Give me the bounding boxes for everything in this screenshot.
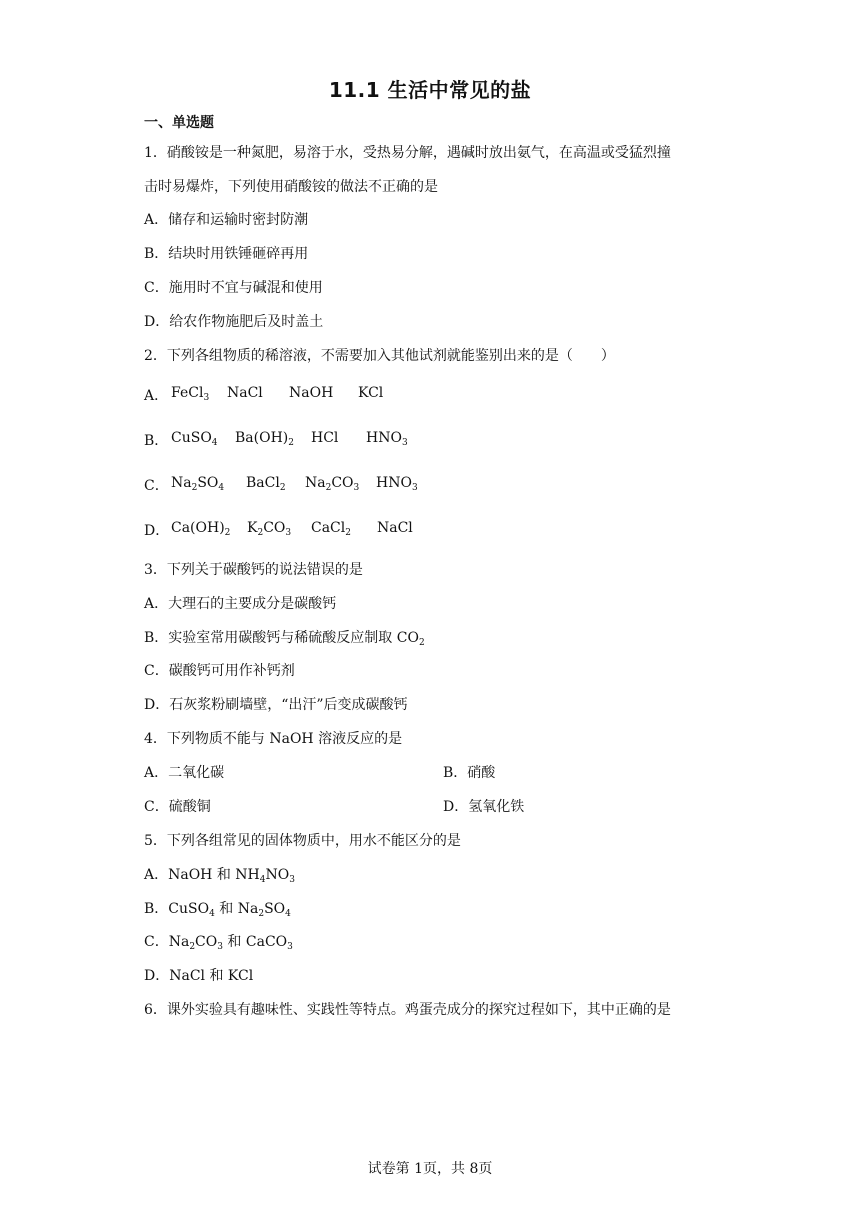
q2-b-chemical: $HNO_3$	[366, 430, 408, 448]
q2-option-c-label: C．	[144, 478, 169, 494]
q2-b-chemical: HCl	[311, 430, 339, 446]
q5-option-a: A．NaOH 和 $NH_4NO_3$	[144, 867, 295, 885]
q2-option-a-label: A．	[144, 388, 169, 404]
q4-stem: 4．下列物质不能与 NaOH 溶液反应的是	[144, 731, 403, 747]
q2-c-chemical: $Na_2CO_3$	[305, 475, 360, 493]
q2-option-b-label: B．	[144, 433, 169, 449]
q2-a-chemical: NaOH	[289, 385, 334, 401]
q2-b-chemical: $Ba(OH)_2$	[235, 430, 294, 448]
q5-option-b: B．CuSO$_4$ 和 $Na_2SO_4$	[144, 901, 291, 919]
q4-option-a: A．二氧化碳	[144, 765, 225, 781]
q2-c-chemical: $HNO_3$	[376, 475, 418, 493]
q2-c-chemical: BaCl$_2$	[246, 475, 286, 493]
q2-a-chemical: NaCl	[227, 385, 263, 401]
q3-stem: 3．下列关于碳酸钙的说法错误的是	[144, 562, 363, 578]
q3-option-d: D．石灰浆粉刷墙壁，“出汗”后变成碳酸钙	[144, 697, 408, 713]
q5-option-c: C．$Na_2CO_3$ 和 CaCO$_3$	[144, 934, 293, 952]
section-heading: 一、单选题	[144, 115, 214, 131]
q1-stem-line1: 1．硝酸铵是一种氮肥，易溶于水，受热易分解，遇碱时放出氨气，在高温或受猛烈撞	[144, 145, 671, 161]
q2-d-chemical: $K_2CO_3$	[247, 520, 292, 538]
page-title: 11.1 生活中常见的盐	[328, 78, 532, 102]
q2-d-chemical: $Ca(OH)_2$	[171, 520, 231, 538]
q2-stem: 2．下列各组物质的稀溶液，不需要加入其他试剂就能鉴别出来的是（ ）	[144, 348, 615, 364]
q2-a-chemical: FeCl$_3$	[171, 385, 210, 403]
q5-stem: 5．下列各组常见的固体物质中，用水不能区分的是	[144, 833, 461, 849]
q1-option-b: B．结块时用铁锤砸碎再用	[144, 246, 309, 262]
q4-option-b: B．硝酸	[443, 765, 496, 781]
q2-option-d-label: D．	[144, 523, 170, 539]
q1-stem-line2: 击时易爆炸，下列使用硝酸铵的做法不正确的是	[144, 179, 438, 195]
q1-option-c: C．施用时不宜与碱混和使用	[144, 280, 323, 296]
q2-d-chemical: CaCl$_2$	[311, 520, 351, 538]
q2-c-chemical: $Na_2SO_4$	[171, 475, 225, 493]
q2-a-chemical: KCl	[358, 385, 384, 401]
q5-option-d: D．NaCl 和 KCl	[144, 968, 254, 984]
q3-option-b: B．实验室常用碳酸钙与稀硫酸反应制取 $CO_2$	[144, 630, 425, 648]
q4-option-c: C．硫酸铜	[144, 799, 211, 815]
q3-option-a: A．大理石的主要成分是碳酸钙	[144, 596, 337, 612]
q6-stem: 6．课外实验具有趣味性、实践性等特点。鸡蛋壳成分的探究过程如下，其中正确的是	[144, 1002, 671, 1018]
q1-option-d: D．给农作物施肥后及时盖土	[144, 314, 324, 330]
page-footer: 试卷第 1页，共 8页	[367, 1161, 493, 1177]
q3-option-c: C．碳酸钙可用作补钙剂	[144, 663, 295, 679]
q1-option-a: A．储存和运输时密封防潮	[144, 212, 309, 228]
q2-d-chemical: NaCl	[377, 520, 413, 536]
q2-b-chemical: CuSO$_4$	[171, 430, 218, 448]
q4-option-d: D．氢氧化铁	[443, 799, 525, 815]
